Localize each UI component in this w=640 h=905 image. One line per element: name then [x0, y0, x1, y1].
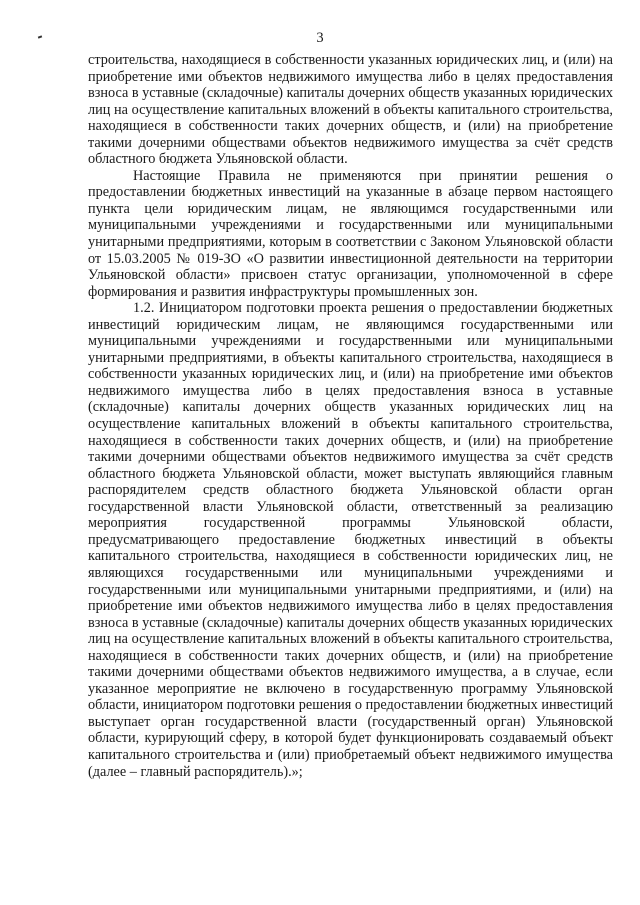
document-body	[88, 52, 613, 780]
paragraph-rules-exception: Настоящие Правила не применяются при принятии решения о предоставлении бюджетных инвестиций на указанные в абзаце первом настоящего пункта цели юридическим лицам, не являющимся государственными или муниципальными учреждениями и государственными или муниципальными унитарными предприятиями, которым в соответствии с Законом Ульяновской области от 15.03.2005 № 019-ЗО «О развитии инвестиционной деятельности на территории Ульяновской области» присвоен статус организации, уполномоченной в сфере формирования и развития инфраструктуры промышленных зон.	[88, 167, 613, 300]
page-number: 3	[316, 30, 324, 46]
paragraph-clause-1-2: 1.2. Инициатором подготовки проекта решения о предоставлении бюджетных инвестиций юридическим лицам, не являющимся государственными или муниципальными учреждениями и государственными или муниципальными унитарными предприятиями, в объекты капитального строительства, находящиеся в собственности указанных юридических лиц, и (или) на приобретение ими объектов недвижимого имущества либо в целях предоставления взноса в уставные (складочные) капиталы дочерних обществ указанных юридических лиц на осуществление капитальных вложений в объекты капитального строительства, находящиеся в собственности таких дочерних обществ, и (или) на приобретение такими дочерними обществами объектов недвижимого имущества за счёт средств областного бюджета Ульяновской области, может выступать являющийся главным распорядителем средств областного бюджета Ульяновской области орган государственной власти Ульяновской области, ответственный за реализацию мероприятия государственной программы Ульяновской области, предусматривающего предоставление бюджетных инвестиций в объекты капитального строительства, находящиеся в собственности юридических лиц, не являющихся государственными или муниципальными учреждениями и государственными или муниципальными унитарными предприятиями, и (или) на приобретение ими объектов недвижимого имущества либо в целях предоставления взноса в уставные (складочные) капиталы дочерних обществ указанных юридических лиц на осуществление капитальных вложений в объекты капитального строительства, находящиеся в собственности таких дочерних обществ, и (или) на приобретение такими дочерними обществами объектов недвижимого имущества, а в случае, если указанное мероприятие не включено в государственную программу Ульяновской области, инициатором подготовки решения о предоставлении бюджетных инвестиций выступает орган государственной власти (государственный орган) Ульяновской области, курирующий сферу, в которой будет функционировать создаваемый объект капитального строительства и (или) приобретаемый объект недвижимого имущества (далее – главный распорядитель).»;	[88, 300, 613, 780]
paragraph-continuation: строительства, находящиеся в собственности указанных юридических лиц, и (или) на приобретение ими объектов недвижимого имущества либо в целях предоставления взноса в уставные (складочные) капиталы дочерних обществ указанных юридических лиц на осуществление капитальных вложений в объекты капитального строительства, находящиеся в собственности таких дочерних обществ, и (или) на приобретение такими дочерними обществами объектов недвижимого имущества за счёт средств областного бюджета Ульяновской области.	[88, 52, 613, 168]
